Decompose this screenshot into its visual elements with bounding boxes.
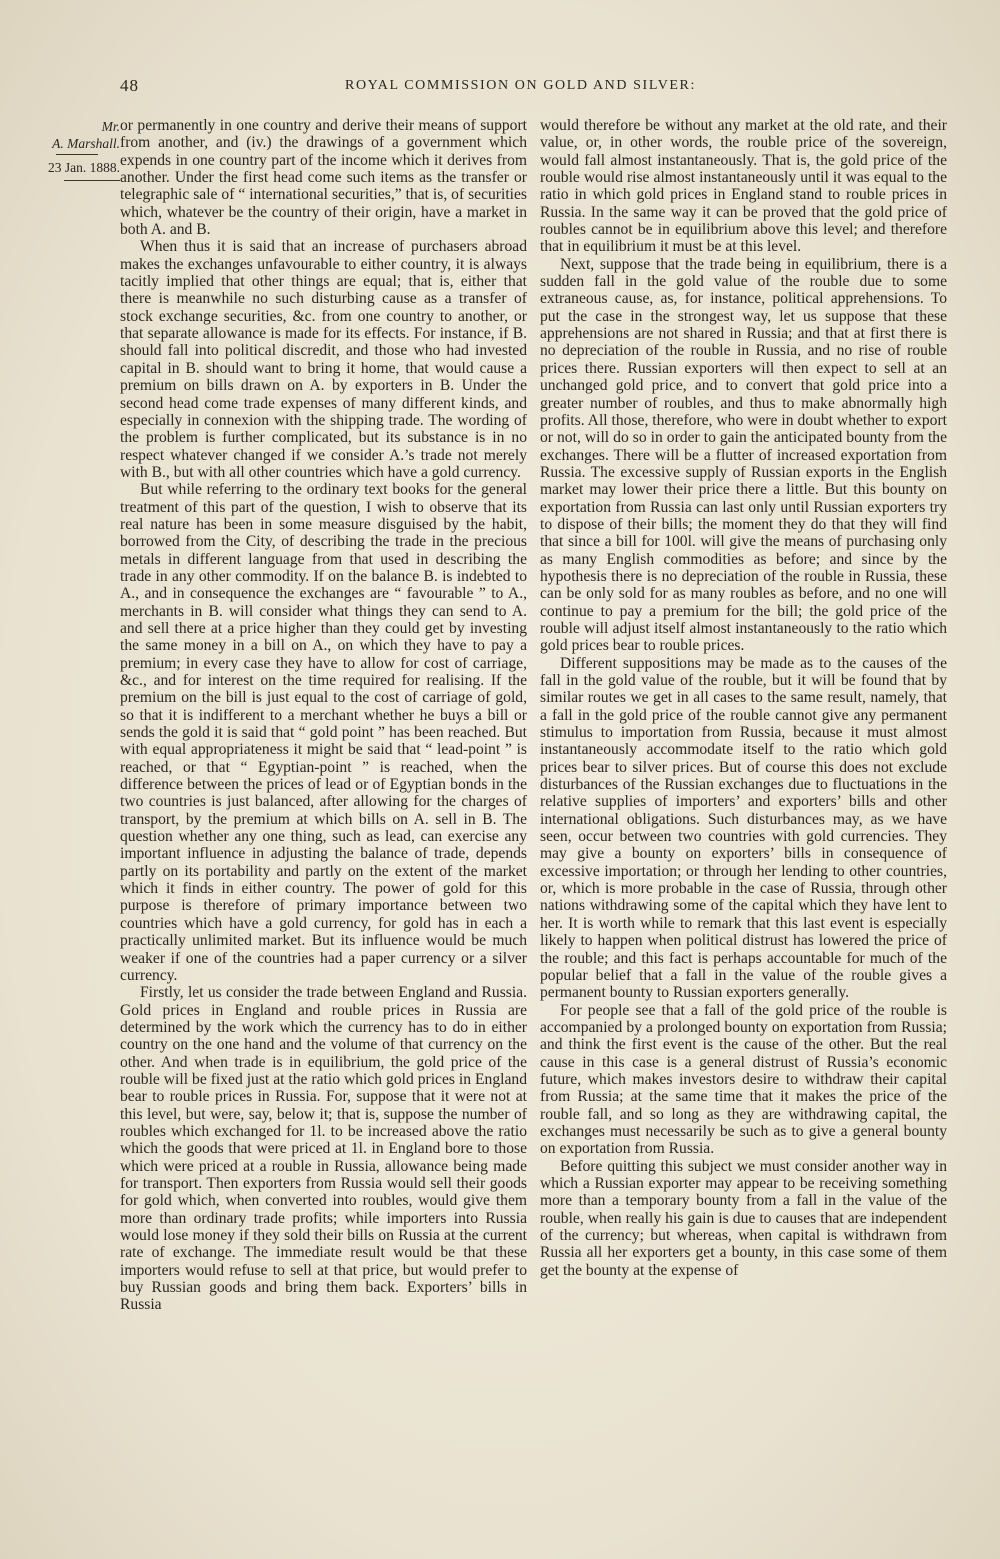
paragraph: But while referring to the ordinary text books for the general treatment of this part of the question, I wish to observe that its real nature has been in some measure disguised by the habit, borrowed from the City, of describing the trade in the precious metals in different language from that used in describing the trade in any other commodity. If on the balance B. is indebted to A., and in consequence the exchanges are “ favourable ” to A., merchants in B. will consider what things they can send to A. and sell there at a price higher than they could get by investing the same money in a bill on A., on which they have to pay a premium; in every case they have to allow for cost of carriage, &c., and for interest on the time required for realising. If the premium on the bill is just equal to the cost of carriage of gold, so that it is indifferent to a merchant whether he buys a bill or sends the gold it is said that “ gold point ” has been reached. But with equal appropriateness it might be said that “ lead-point ” is reached, or that “ Egyptian-point ” is reached, when the difference between the prices of lead or of Egyptian bonds in the two countries is just balanced, after allowing for the charges of transport, by the premium at which bills on A. sell in B. The question whether any one thing, such as lead, can exercise any important influence in adjusting the balance of trade, depends partly on its portability and partly on the extent of the market which it finds in either country. The power of gold for this purpose is therefore of primary importance between two countries which have a gold currency, for gold has in each a practically unlimited market. But its influence would be much weaker if one of the countries had a paper currency or a silver currency. <box>120 481 527 984</box>
witness-title: Mr. <box>101 119 120 134</box>
paragraph: For people see that a fall of the gold price of the rouble is accompanied by a prolonged bounty on exportation from Russia; and think the first event is the cause of the other. But the real cause in this case is a general distrust of Russia’s economic future, which makes investors desire to withdraw their capital from Russia; at the same time that it makes the price of the rouble fall, and so long as they are withdrawing capital, the exchanges must necessarily be such as to give a general bounty on exportation from Russia. <box>540 1001 947 1158</box>
margin-note <box>16 118 120 181</box>
running-head: ROYAL COMMISSION ON GOLD AND SILVER: <box>345 78 696 93</box>
margin-rule <box>56 154 98 155</box>
page-header <box>115 76 935 100</box>
right-column <box>540 117 947 1517</box>
margin-rule <box>64 180 120 181</box>
paragraph: would therefore be without any market at the old rate, and their value, or, in other words, the rouble price of the sovereign, would fall almost instantaneously. That is, the gold price of the rouble would rise almost instantaneously until it was equal to the ratio in which gold prices in England stand to rouble prices in Russia. In the same way it can be proved that the gold price of roubles cannot be in equilibrium above this level; and therefore that in equilibrium it must be at this level. <box>540 117 947 256</box>
paragraph: When thus it is said that an increase of purchasers abroad makes the exchanges unfavourable to either country, it is always tacitly implied that other things are equal; that is, either that there is meanwhile no such disturbing cause as a transfer of stock exchange securities, &c. from one country to another, or that separate allowance is made for its effects. For instance, if B. should fall into political discredit, and those who had invested capital in B. should want to bring it home, that would cause a premium on bills drawn on A. by exporters in B. Under the second head come trade expenses of many different kinds, and especially in connexion with the shipping trade. The wording of the problem is further complicated, but its substance is in no respect whatever changed if we consider A.’s trade not merely with B., but with all other countries which have a gold currency. <box>120 238 527 481</box>
paragraph: or permanently in one country and derive their means of support from another, and (iv.) the drawings of a government which expends in one country part of the income which it derives from another. Under the first head come such items as the transfer or telegraphic sale of “ international securities,” that is, of securities which, whatever be the country of their origin, have a market in both A. and B. <box>120 117 527 239</box>
witness-name: A. Marshall. <box>52 136 120 151</box>
witness-date: 23 Jan. 1888. <box>48 160 120 175</box>
page-number: 48 <box>120 76 139 95</box>
paragraph: Next, suppose that the trade being in equilibrium, there is a sudden fall in the gold value of the rouble due to some extraneous cause, as, for instance, political apprehensions. To put the case in the strongest way, let us suppose that these apprehensions are not shared in Russia; and that at first there is no depreciation of the rouble in Russia, and no rise of rouble prices there. Russian exporters will then expect to sell at an unchanged gold price, and to convert that gold price into a greater number of roubles, and thus to make abnormally high profits. All those, therefore, who were in doubt whether to export or not, will do so in order to gain the anticipated bounty from the exchanges. There will be a flutter of increased exportation from Russia. The excessive supply of Russian exports in the English market may lower their price there a little. But this bounty on exportation from Russia can last only until Russian exporters try to dispose of their bills; the moment they do that they will find that since a bill for 100l. will give the means of purchasing only as many English commodities as before; and since by the hypothesis there is no depreciation of the rouble in Russia, these can be only sold for as many roubles as before, and no one will continue to pay a premium for the bill; the gold price of the rouble will adjust itself almost instantaneously to the ratio which gold prices bear to rouble prices. <box>540 255 947 655</box>
paragraph: Before quitting this subject we must consider another way in which a Russian exporter may appear to be receiving something more than a temporary bounty from a fall in the value of the rouble, when really his gain is due to causes that are independent of the currency; but whereas, when capital is withdrawn from Russia all her exporters get a bounty, in this case some of them get the bounty at the expense of <box>540 1157 947 1279</box>
paragraph: Firstly, let us consider the trade between England and Russia. Gold prices in England and rouble prices in Russia are determined by the work which the currency has to do in either country on the one hand and the volume of that currency on the other. And when trade is in equilibrium, the gold price of the rouble will be fixed just at the ratio which gold prices in England bear to rouble prices in Russia. For, suppose that it were not at this level, but were, say, below it; that is, suppose the number of roubles which exchanged for 1l. to be increased above the ratio which the goods that were priced at 1l. in England bore to those which were priced at a rouble in Russia, allowance being made for transport. Then exporters from Russia would sell their goods for gold which, when converted into roubles, would give them more than ordinary trade profits; while importers into Russia would lose money if they sold their bills on Russia at the current rate of exchange. The immediate result would be that these importers would refuse to sell at that price, but would prefer to buy Russian goods and bring them back. Exporters’ bills in Russia <box>120 984 527 1314</box>
left-column <box>120 117 527 1517</box>
paragraph: Different suppositions may be made as to the causes of the fall in the gold value of the rouble, but it will be found that by similar routes we get in all cases to the same result, namely, that a fall in the gold price of the rouble cannot give any permanent stimulus to importation from Russia, because it must almost instantaneously accommodate itself to the ratio which gold prices bear to silver prices. But of course this does not exclude disturbances of the Russian exchanges due to fluctuations in the relative supplies of importers’ and exporters’ bills and other international obligations. Such disturbances may, as we have seen, occur between two countries with gold currencies. They may give a bounty on exporters’ bills in consequence of excessive importation; or through her lending to other countries, or, which is more probable in the case of Russia, through other nations withdrawing some of the capital which they have lent to her. It is worth while to remark that this last event is especially likely to happen when political distrust has lowered the price of the rouble; and this fact is perhaps accountable for much of the popular belief that a fall in the value of the rouble gives a permanent bounty to Russian exporters generally. <box>540 654 947 1002</box>
